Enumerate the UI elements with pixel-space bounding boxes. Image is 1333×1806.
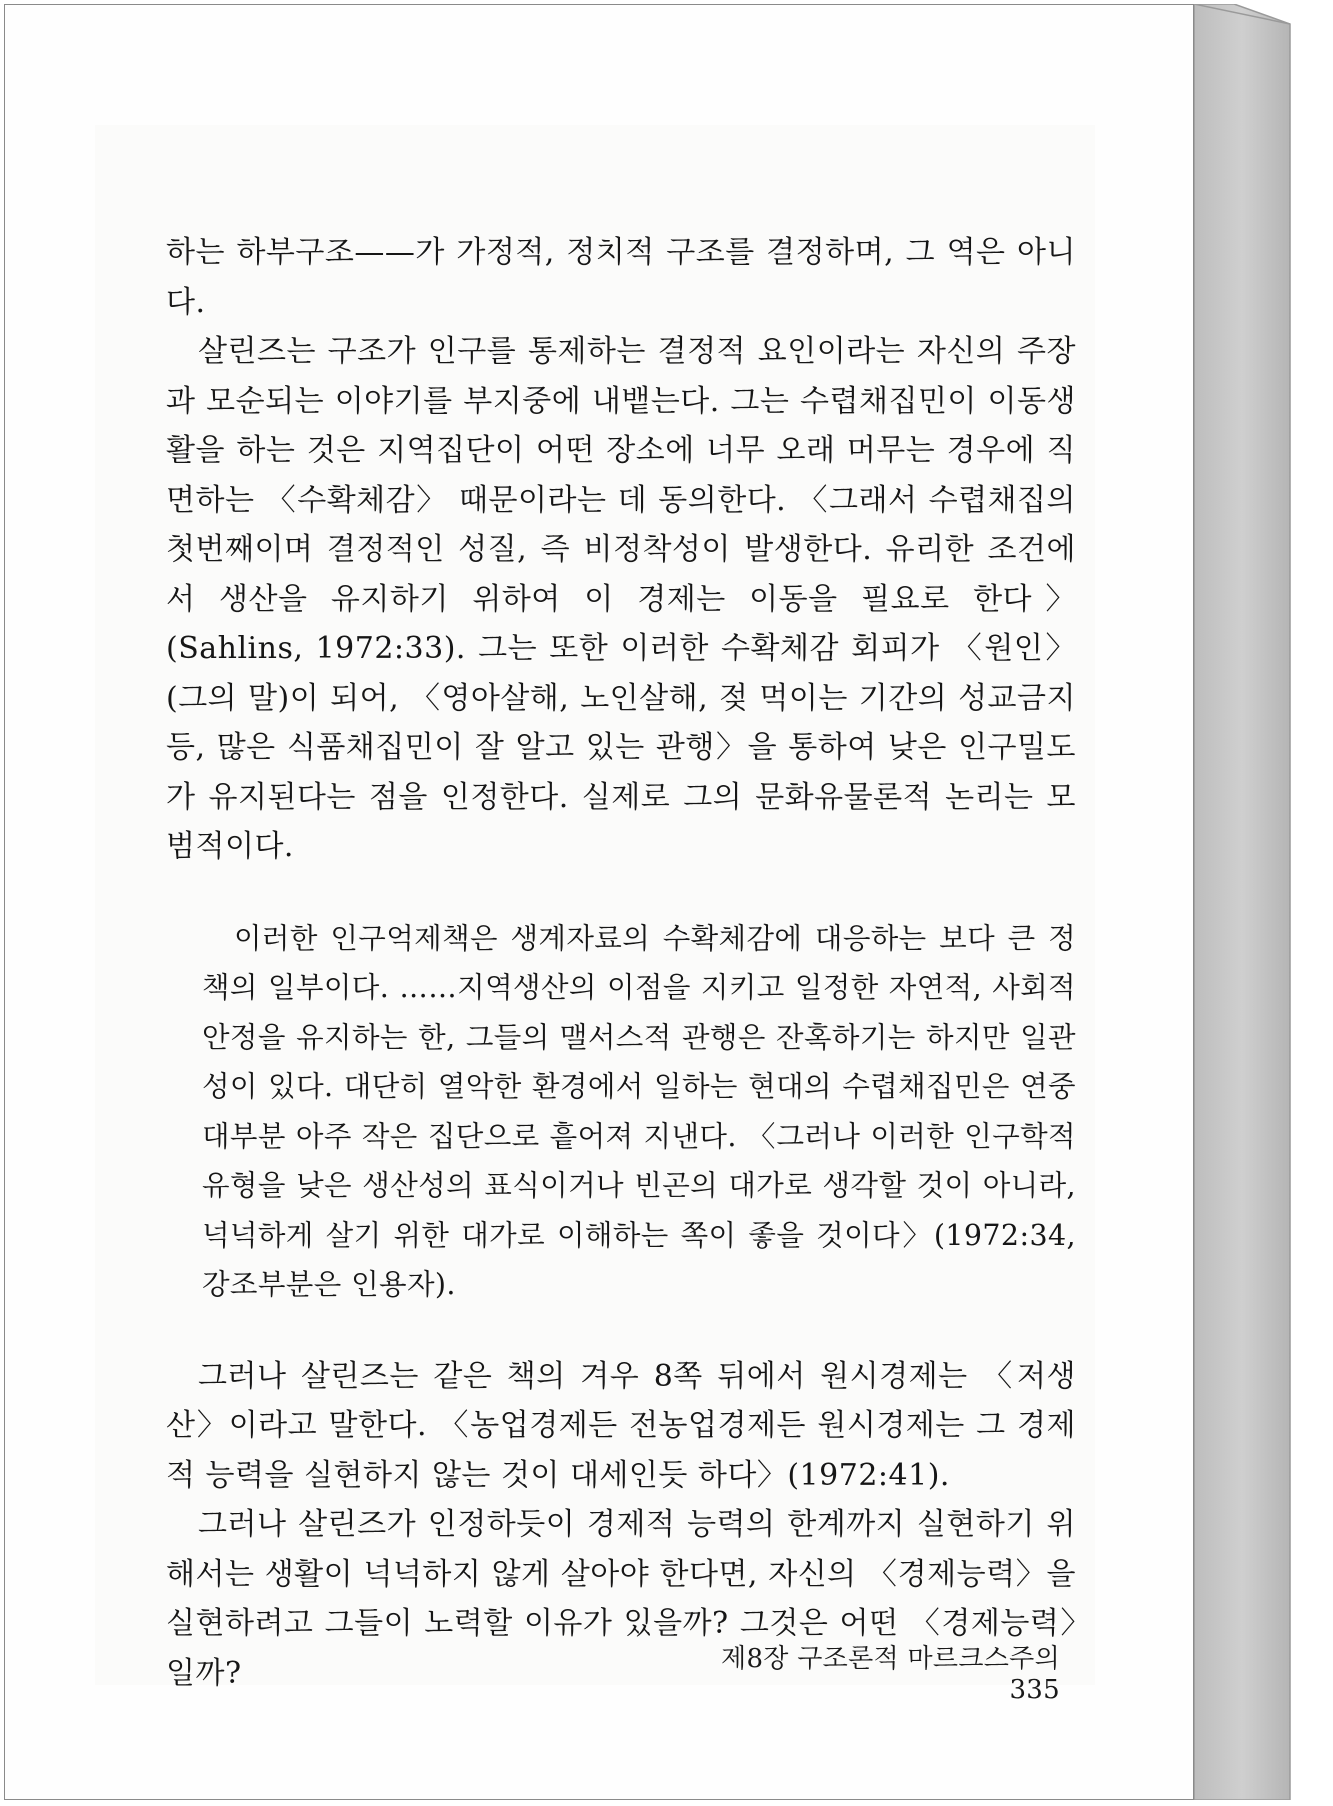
page-number: 335 [1009,1675,1060,1705]
block-quote-text: 이러한 인구억제책은 생계자료의 수확체감에 대응하는 보다 큰 정책의 일부이다. ……지역생산의 이점을 지키고 일정한 자연적, 사회적 안정을 유지하는 한, 그들의 맬서스적 관행은 잔혹하기는 하지만 일관성이 있다. 대단히 열악한 환경에서 일하는 현대의 수렵채집민은 연중 대부분 아주 작은 집단으로 흩어져 지낸다. 〈그러나 이러한 인구학적 유형을 낮은 생산성의 표식이거나 빈곤의 대가로 생각할 것이 아니라, 넉넉하게 살기 위한 대가로 이해하는 쪽이 좋을 것이다〉(1972:34, 강조부분은 인용자). [202,921,1076,1301]
page-stack-edge [1194,4,1324,1800]
body-text [166,228,1076,1698]
paragraph: 그러나 살린즈는 같은 책의 겨우 8쪽 뒤에서 원시경제는 〈저생산〉이라고 말한다. 〈농업경제든 전농업경제든 원시경제는 그 경제적 능력을 실현하지 않는 것이 대세인듯 하다〉(1972:41). [166,1358,1076,1493]
paragraph: 하는 하부구조——가 가정적, 정치적 구조를 결정하며, 그 역은 아니다. [166,235,1076,320]
block-quote [202,914,1076,1310]
paragraph: 살린즈는 구조가 인구를 통제하는 결정적 요인이라는 자신의 주장과 모순되는 이야기를 부지중에 내뱉는다. 그는 수렵채집민이 이동생활을 하는 것은 지역집단이 어떤 장소에 너무 오래 머무는 경우에 직면하는 〈수확체감〉 때문이라는 데 동의한다. 〈그래서 수렵채집의 첫번째이며 결정적인 성질, 즉 비정착성이 발생한다. 유리한 조건에서 생산을 유지하기 위하여 이 경제는 이동을 필요로 한다〉(Sahlins, 1972:33). 그는 또한 이러한 수확체감 회피가 〈원인〉(그의 말)이 되어, 〈영아살해, 노인살해, 젖 먹이는 기간의 성교금지 등, 많은 식품채집민이 잘 알고 있는 관행〉을 통하여 낮은 인구밀도가 유지된다는 점을 인정한다. 실제로 그의 문화유물론적 논리는 모범적이다. [166,334,1076,864]
running-head: 제8장 구조론적 마르크스주의 [721,1644,1060,1674]
paragraph: 그러나 살린즈가 인정하듯이 경제적 능력의 한계까지 실현하기 위해서는 생활이 넉넉하지 않게 살아야 한다면, 자신의 〈경제능력〉을 실현하려고 그들이 노력할 이유가 있을까? 그것은 어떤 〈경제능력〉일까? [166,1507,1076,1691]
page-footer [660,1638,1060,1705]
